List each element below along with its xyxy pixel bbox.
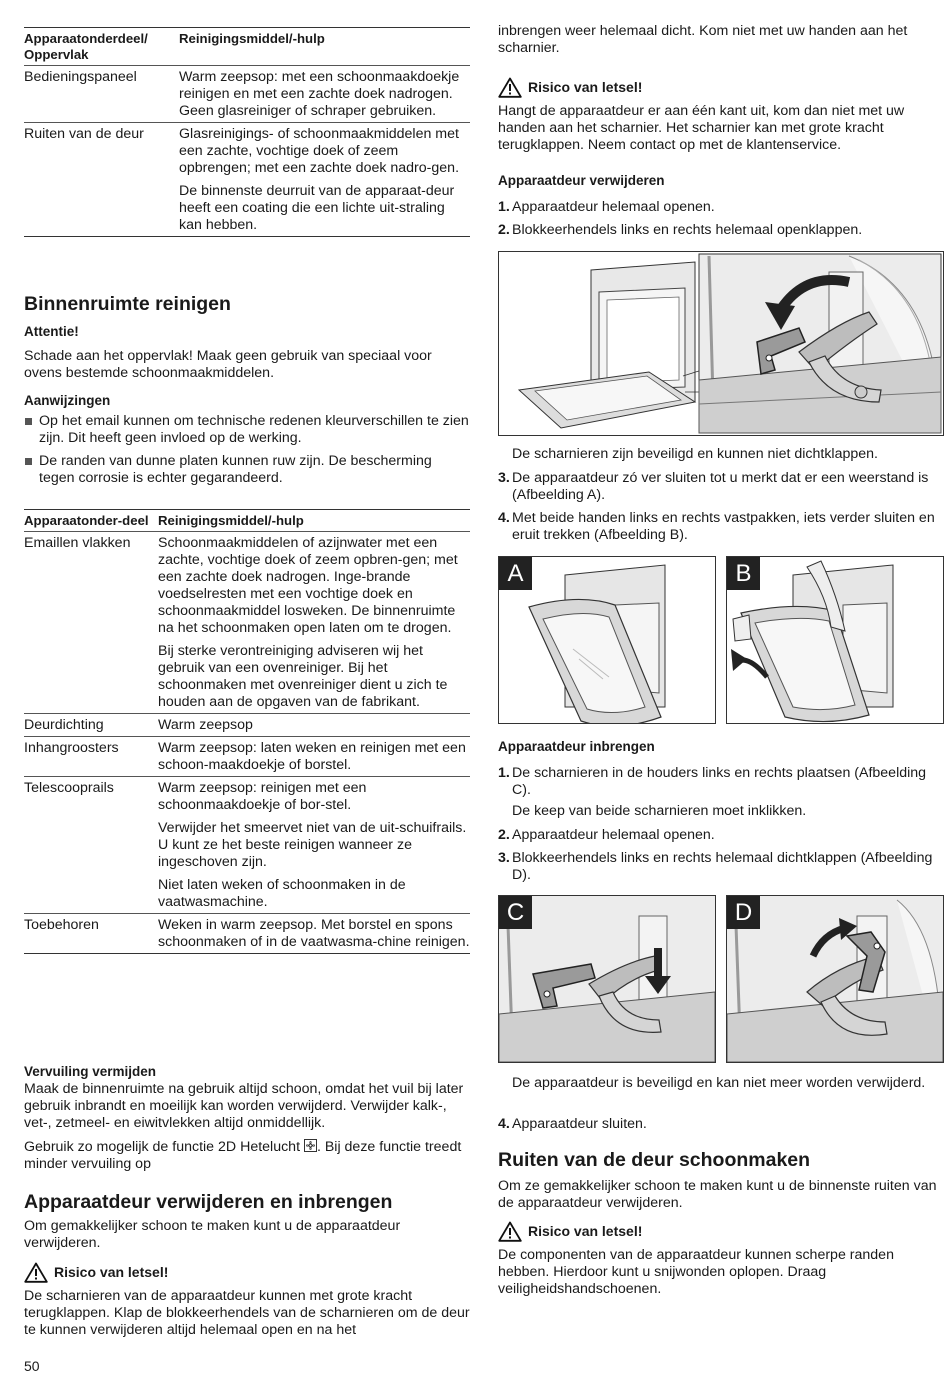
list-item: Op het email kunnen om technische redenen kleurverschillen te zien zijn. Dit heeft geen invloed op de werking. — [24, 413, 470, 447]
figure-c — [498, 895, 716, 1063]
agent-cell — [158, 714, 470, 737]
step-item — [498, 765, 944, 799]
remove-steps-b — [498, 470, 944, 550]
part-cell: Emaillen vlakken — [24, 535, 131, 551]
warning-title: Risico van letsel! — [528, 1223, 643, 1239]
cleaning-table-1 — [24, 27, 470, 237]
figure-label: D — [727, 896, 760, 929]
table-row — [24, 66, 470, 123]
step-text: De apparaatdeur zó ver sluiten tot u merkt dat er een weerstand is (Afbeelding A). — [512, 470, 929, 503]
step-number: 2. — [498, 222, 510, 238]
cell-text: Warm zeepsop: laten weken en reinigen met een schoon-maakdoekje of borstel. — [158, 740, 466, 773]
warning-heading — [498, 77, 642, 98]
column-header-agent: Reinigingsmiddel/-hulp — [158, 513, 304, 528]
table-row — [24, 914, 470, 954]
soiling-text-2a: Gebruik zo mogelijk de functie 2D Hetelucht — [24, 1139, 304, 1155]
step-text: Met beide handen links en rechts vastpakken, iets verder sluiten en eruit trekken (Afbeelding B). — [512, 510, 935, 543]
cell-text: Weken in warm zeepsop. Met borstel en spons schoonmaken of in de vaatwasma-chine reinigen. — [158, 917, 470, 950]
page-number: 50 — [24, 1358, 40, 1374]
table-row — [24, 714, 470, 737]
insert-step-4 — [498, 1116, 944, 1139]
table-row — [24, 532, 470, 714]
cell-text: Schoonmaakmiddelen of azijnwater met een zachte, vochtige doek of zeem opbren-gen; met een zachte doek nadrogen. Inge-brande voedselresten met een vochtige doek en schoonmaakmiddel losweken. De binnenruimte na het schoonmaken open laten om te drogen. — [158, 535, 458, 636]
section-heading-panes: Ruiten van de deur schoonmaken — [498, 1149, 811, 1171]
cleaning-table-2 — [24, 509, 470, 954]
step-item — [498, 199, 944, 216]
insert-steps-b — [498, 827, 944, 890]
warning-text: De scharnieren van de apparaatdeur kunnen met grote kracht terugklappen. Klap de blokkeerhendels van de scharnieren om de deur te kunnen verwijderen altijd helemaal open en na het — [24, 1288, 470, 1338]
remove-title: Apparaatdeur verwijderen — [498, 173, 665, 188]
figure-label: C — [499, 896, 532, 929]
soiling-title: Vervuiling vermijden — [24, 1064, 157, 1079]
insert-step1-note: De keep van beide scharnieren moet inklikken. — [512, 803, 807, 819]
cell-text: Warm zeepsop: met een schoonmaakdoekje reinigen en met een zachte doek nadrogen. Geen glasreiniger of schraper gebruiken. — [179, 69, 460, 119]
warning-triangle-icon — [498, 77, 522, 98]
table-row — [24, 737, 470, 777]
cell-text: Warm zeepsop: reinigen met een schoonmaakdoekje of bor-stel. — [158, 780, 367, 813]
figure-oven-hinge-open — [498, 251, 944, 436]
agent-cell — [179, 66, 470, 123]
cell-text: Warm zeepsop — [158, 717, 253, 733]
column-header-part: Apparaatonder-deel — [24, 513, 149, 528]
step-item — [498, 470, 944, 504]
insert-step-1 — [498, 765, 944, 805]
remove-note: De scharnieren zijn beveiligd en kunnen niet dichtklappen. — [512, 446, 878, 462]
soiling-text-2 — [24, 1139, 470, 1173]
figure-label: B — [727, 557, 760, 590]
hot-air-2d-icon — [304, 1139, 317, 1152]
step-number: 3. — [498, 470, 510, 486]
agent-cell — [158, 532, 470, 714]
part-cell: Telescooprails — [24, 780, 114, 796]
step-item — [498, 222, 944, 239]
list-item: De randen van dunne platen kunnen ruw zijn. De bescherming tegen corrosie is echter gegarandeerd. — [24, 453, 470, 487]
agent-cell — [158, 777, 470, 914]
step-text: Blokkeerhendels links en rechts helemaal dichtklappen (Afbeelding D). — [512, 850, 933, 883]
table-header-row — [24, 510, 470, 532]
warning-heading — [24, 1262, 168, 1283]
notes-list — [24, 413, 470, 493]
step-item — [498, 827, 944, 844]
step-text: Apparaatdeur helemaal openen. — [512, 199, 715, 215]
step-text: Apparaatdeur helemaal openen. — [512, 827, 715, 843]
part-cell: Ruiten van de deur — [24, 126, 144, 142]
warning-triangle-icon — [498, 1221, 522, 1242]
step-number: 4. — [498, 1116, 510, 1132]
soiling-text-2b: . Bij deze functie treedt minder vervuiling op — [24, 1139, 462, 1172]
section-heading-inner: Binnenruimte reinigen — [24, 293, 231, 315]
agent-cell — [158, 737, 470, 777]
oven-hinge-illustration — [499, 252, 943, 435]
step-item — [498, 1116, 944, 1133]
column-header-agent: Reinigingsmiddel/-hulp — [179, 31, 325, 46]
remove-steps-a — [498, 199, 944, 245]
section-heading-door: Apparaatdeur verwijderen en inbrengen — [24, 1191, 393, 1213]
cell-text: Niet laten weken of schoonmaken in de vaatwasmachine. — [158, 877, 406, 910]
cell-text: Verwijder het smeervet niet van de uit-schuifrails. U kunt ze het beste reinigen wanneer ze ingeschoven zijn. — [158, 820, 467, 870]
table-row — [24, 123, 470, 237]
part-cell: Bedieningspaneel — [24, 69, 137, 85]
step-number: 2. — [498, 827, 510, 843]
cell-text: Bij sterke verontreiniging adviseren wij het gebruik van een ovenreiniger. Bij het schoonmaken met ovenreiniger dient u zich te houden aan de opgaven van de fabrikant. — [158, 643, 448, 710]
warning-title: Risico van letsel! — [528, 79, 643, 95]
warning-text-continued: inbrengen weer helemaal dicht. Kom niet met uw handen aan het scharnier. — [498, 23, 908, 56]
step-text: Apparaatdeur sluiten. — [512, 1116, 647, 1132]
step-number: 3. — [498, 850, 510, 866]
step-number: 1. — [498, 199, 510, 215]
insert-note: De apparaatdeur is beveiligd en kan niet meer worden verwijderd. — [512, 1075, 926, 1091]
attention-text: Schade aan het oppervlak! Maak geen gebruik van speciaal voor ovens bestemde schoonmaakmiddelen. — [24, 348, 432, 381]
step-item — [498, 850, 944, 884]
notes-title: Aanwijzingen — [24, 393, 111, 408]
warning-title: Risico van letsel! — [54, 1264, 169, 1280]
step-number: 4. — [498, 510, 510, 526]
warning-heading — [498, 1221, 642, 1242]
table-header-row — [24, 28, 470, 66]
cell-text: Glasreinigings- of schoonmaakmiddelen met een zachte, vochtige doek of zeem opbrengen; met een zachte doek nadro-gen. — [179, 126, 460, 176]
panes-intro: Om ze gemakkelijker schoon te maken kunt u de binnenste ruiten van de apparaatdeur verwijderen. — [498, 1178, 937, 1211]
part-cell: Inhangroosters — [24, 740, 119, 756]
door-intro: Om gemakkelijker schoon te maken kunt u de apparaatdeur verwijderen. — [24, 1218, 401, 1251]
attention-title: Attentie! — [24, 324, 79, 339]
part-cell: Toebehoren — [24, 917, 99, 933]
agent-cell — [158, 914, 470, 954]
figure-a — [498, 556, 716, 724]
cell-text: De binnenste deurruit van de apparaat-deur heeft een coating die een lichte uit-straling kan hebben. — [179, 183, 455, 233]
part-cell: Deurdichting — [24, 717, 104, 733]
insert-title: Apparaatdeur inbrengen — [498, 739, 655, 754]
warning-triangle-icon — [24, 1262, 48, 1283]
agent-cell — [179, 123, 470, 237]
step-number: 1. — [498, 765, 510, 781]
column-header-part: Apparaatonderdeel/ Oppervlak — [24, 31, 148, 62]
panes-warning-text: De componenten van de apparaatdeur kunnen scherpe randen hebben. Hierdoor kunt u snijwonden oplopen. Draag veiligheidshandschoenen. — [498, 1247, 894, 1297]
step-text: Blokkeerhendels links en rechts helemaal openklappen. — [512, 222, 863, 238]
step-text: De scharnieren in de houders links en rechts plaatsen (Afbeelding C). — [512, 765, 927, 798]
table-row — [24, 777, 470, 914]
figure-label: A — [499, 557, 532, 590]
figure-b — [726, 556, 944, 724]
soiling-text-1: Maak de binnenruimte na gebruik altijd schoon, omdat het vuil bij later gebruik inbrandt en moeilijk kan worden verwijderd. Verwijder kalk-, vet-, zetmeel- en eiwitvlekken altijd onmiddellijk. — [24, 1081, 464, 1131]
step-item — [498, 510, 944, 544]
figure-d — [726, 895, 944, 1063]
warning-text-2: Hangt de apparaatdeur er aan één kant uit, kom dan niet met uw handen aan het scharnier. Het scharnier kan met grote kracht terugklappen. Neem contact op met de klantenservice. — [498, 103, 905, 153]
